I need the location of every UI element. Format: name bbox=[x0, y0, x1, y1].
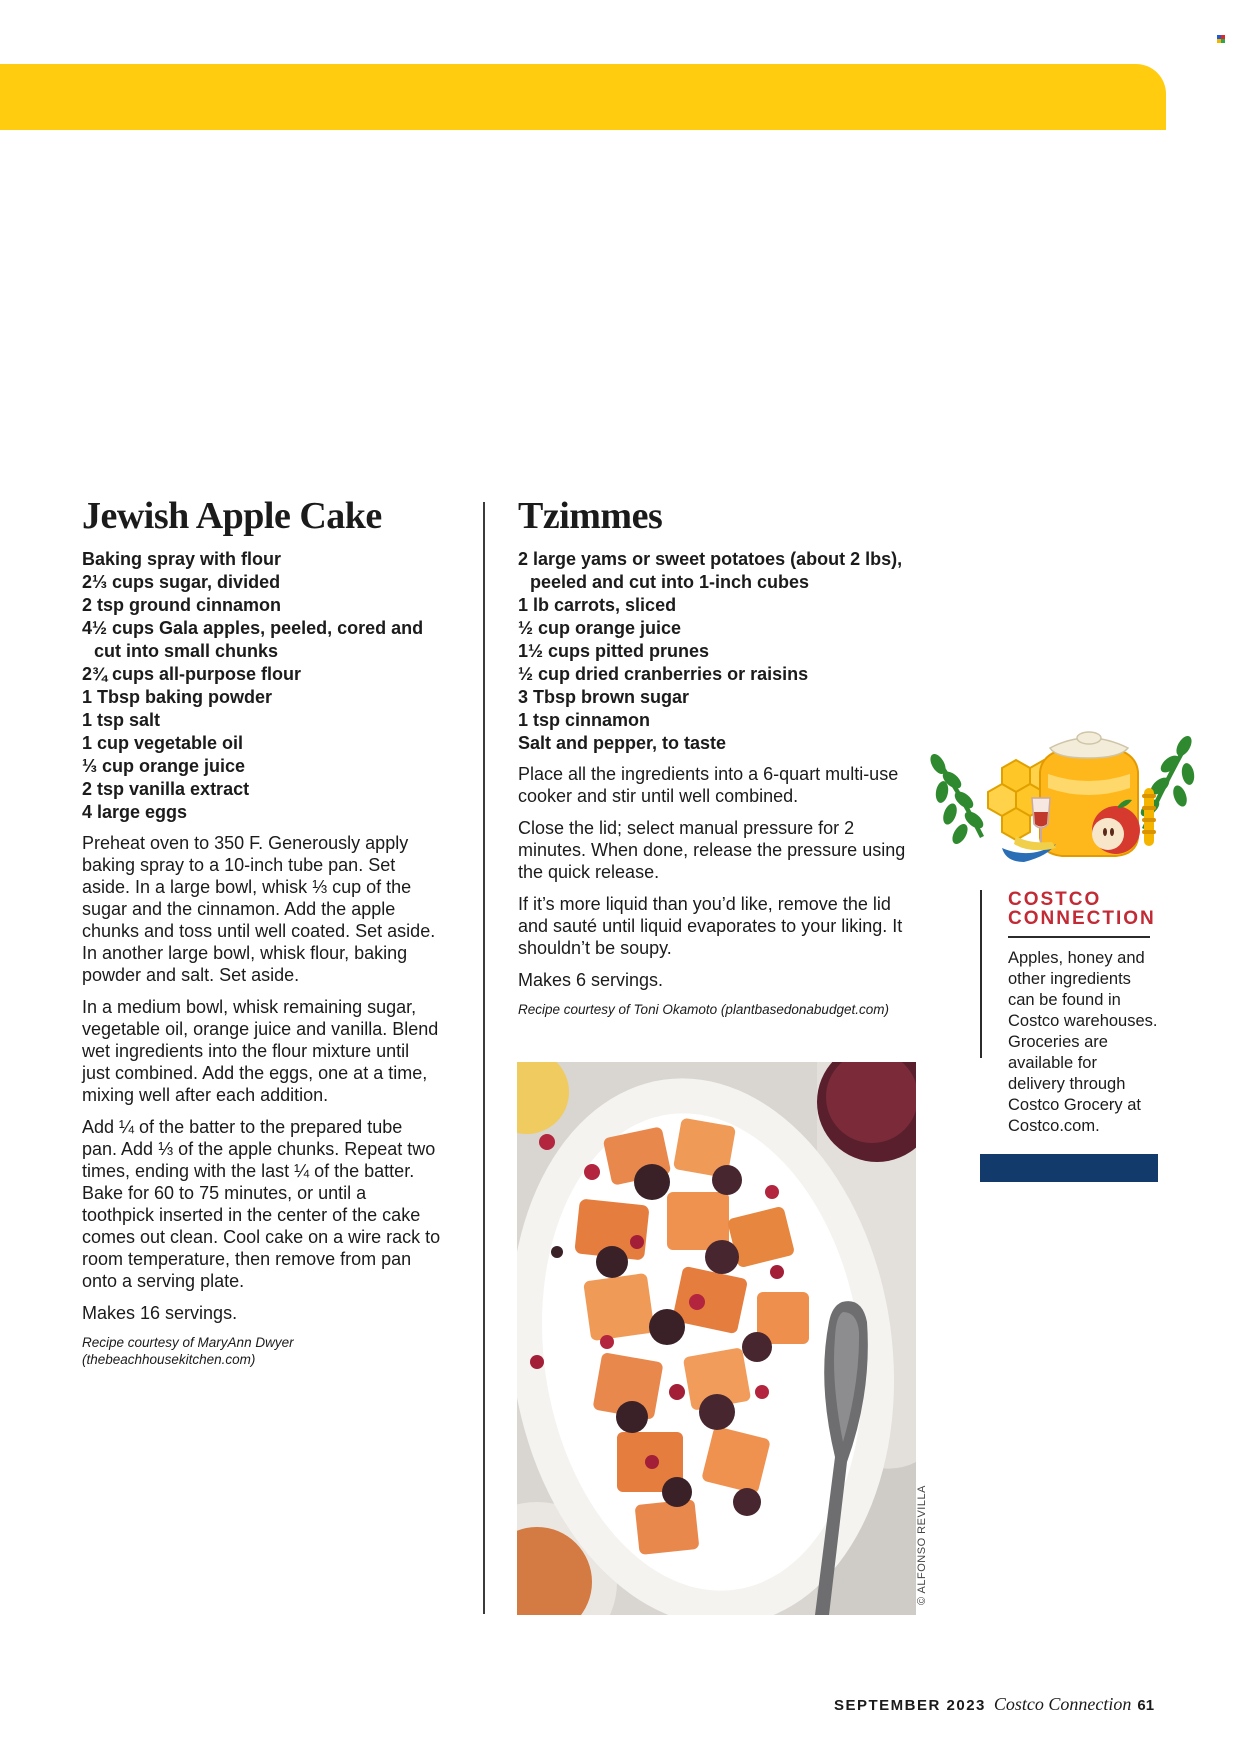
recipe-credit: Recipe courtesy of Toni Okamoto (plantbasedonabudget.com) bbox=[518, 1002, 889, 1017]
ingredient-item: 1 tsp cinnamon bbox=[518, 710, 651, 730]
ingredient-item: ½ cup dried cranberries or raisins bbox=[518, 664, 809, 684]
ingredient-item: 4 large eggs bbox=[82, 802, 188, 822]
recipe-credit: Recipe courtesy of MaryAnn Dwyer (thebeachhousekitchen.com) bbox=[82, 1335, 294, 1367]
sidebar-rule-vertical bbox=[980, 890, 982, 1058]
sidebar-color-bar bbox=[980, 1154, 1158, 1182]
brand-line-2: CONNECTION bbox=[1008, 908, 1156, 929]
photo-credit: © ALFONSO REVILLA bbox=[916, 1485, 928, 1605]
ingredient-item: 1 lb carrots, sliced bbox=[518, 595, 677, 615]
ingredient-item: 2 tsp ground cinnamon bbox=[82, 595, 282, 615]
ingredient-item: Baking spray with flour bbox=[82, 549, 282, 569]
ingredient-item: 1½ cups pitted prunes bbox=[518, 641, 710, 661]
header-color-band bbox=[0, 64, 1166, 130]
ingredient-item: 1 cup vegetable oil bbox=[82, 733, 244, 753]
instruction-step: Place all the ingredients into a 6-quart multi-use cooker and stir until well combined. bbox=[518, 764, 899, 806]
page-footer bbox=[834, 1694, 1154, 1716]
apple-cake-recipe bbox=[82, 494, 442, 1368]
ingredient-list bbox=[518, 548, 918, 755]
ingredient-item: 4½ cups Gala apples, peeled, cored and cut into small chunks bbox=[82, 618, 424, 661]
ingredient-item: 3 Tbsp brown sugar bbox=[518, 687, 690, 707]
page-number: 61 bbox=[1137, 1697, 1155, 1714]
ingredient-item: 2 tsp vanilla extract bbox=[82, 779, 250, 799]
ingredient-item: 2¾ cups all-purpose flour bbox=[82, 664, 302, 684]
ingredient-item: 1 Tbsp baking powder bbox=[82, 687, 273, 707]
costco-connection-sidebar bbox=[980, 890, 1160, 1137]
issue-date: SEPTEMBER 2023 bbox=[834, 1697, 986, 1714]
ingredient-item: ⅓ cup orange juice bbox=[82, 756, 246, 776]
registration-mark bbox=[1217, 35, 1225, 43]
publication-name: Costco Connection bbox=[993, 1694, 1132, 1714]
instruction-step: In a medium bowl, whisk remaining sugar, vegetable oil, orange juice and vanilla. Blend wet ingredients into the flour mixture until just combined. Add the eggs, one at a time, mixing well after each addition. bbox=[82, 997, 439, 1105]
honey-apple-illustration bbox=[920, 728, 1202, 876]
instruction-step: Add ¼ of the batter to the prepared tube pan. Add ⅓ of the apple chunks. Repeat two times, ending with the last ¼ of the batter. Bake for 60 to 75 minutes, or until a toothpick inserted in the center of the cake comes out clean. Cool cake on a wire rack to room temperature, then remove from pan onto a serving plate. bbox=[82, 1117, 441, 1291]
ingredient-item: 1 tsp salt bbox=[82, 710, 161, 730]
tzimmes-photo bbox=[517, 1062, 916, 1615]
servings-note: Makes 16 servings. bbox=[82, 1303, 238, 1323]
instruction-step: Preheat oven to 350 F. Generously apply baking spray to a 10-inch tube pan. Set aside. In a large bowl, whisk ⅓ cup of the sugar and the cinnamon. Add the apple chunks and toss until well coated. Set aside. In another large bowl, whisk flour, baking powder and salt. Set aside. bbox=[82, 833, 436, 985]
brand-line-1: COSTCO bbox=[1008, 889, 1102, 910]
ingredient-item: Salt and pepper, to taste bbox=[518, 733, 727, 753]
servings-note: Makes 6 servings. bbox=[518, 970, 664, 990]
ingredient-item: 2 large yams or sweet potatoes (about 2 lbs), peeled and cut into 1-inch cubes bbox=[518, 549, 903, 592]
brand-name bbox=[1008, 890, 1160, 928]
recipe-title: Tzimmes bbox=[518, 495, 663, 537]
ingredient-list bbox=[82, 548, 442, 824]
tzimmes-recipe bbox=[518, 494, 918, 1018]
ingredient-item: ½ cup orange juice bbox=[518, 618, 682, 638]
sidebar-text: Apples, honey and other ingredients can be found in Costco warehouses. Groceries are available for delivery through Costco Grocery at Costco.com. bbox=[1008, 949, 1158, 1135]
column-divider bbox=[483, 502, 485, 1614]
instruction-step: If it’s more liquid than you’d like, remove the lid and sauté until liquid evaporates to your liking. It shouldn’t be soupy. bbox=[518, 894, 903, 958]
ingredient-item: 2⅓ cups sugar, divided bbox=[82, 572, 281, 592]
sidebar-rule-horizontal bbox=[1008, 936, 1150, 938]
instruction-step: Close the lid; select manual pressure for 2 minutes. When done, release the pressure using the quick release. bbox=[518, 818, 906, 882]
recipe-title: Jewish Apple Cake bbox=[82, 495, 382, 537]
